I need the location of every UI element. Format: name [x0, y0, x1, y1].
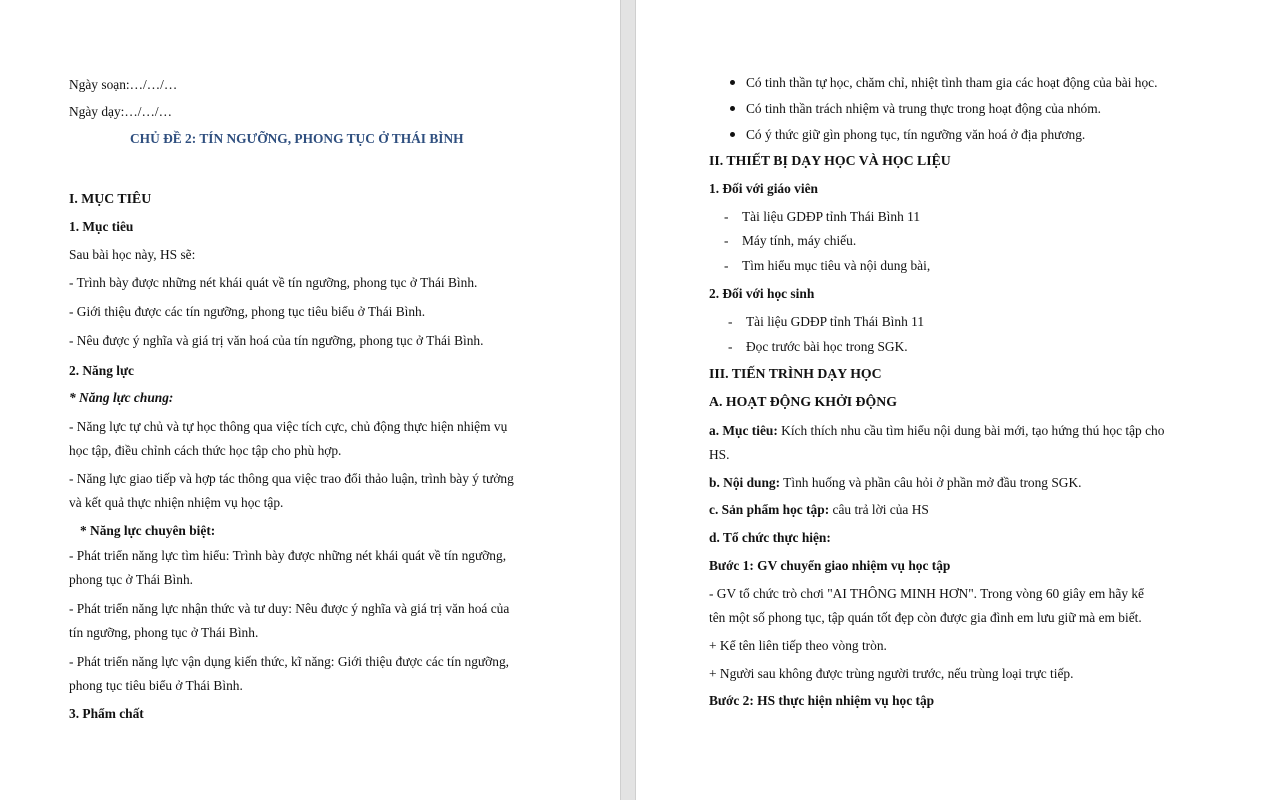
document-title: CHỦ ĐỀ 2: TÍN NGƯỠNG, PHONG TỤC Ở THÁI BÌNH [130, 131, 464, 146]
objective-line: - Trình bày được những nét khái quát về tín ngưỡng, phong tục ở Thái Bình. [69, 275, 478, 290]
activity-product-label: c. Sản phẩm học tập: [709, 502, 830, 517]
activity-objective-text: Kích thích nhu cầu tìm hiểu nội dung bài mới, tạo hứng thú học tập cho [777, 423, 1165, 438]
date-prepared: Ngày soạn:…/…/… [69, 77, 178, 92]
step-2-heading: Bước 2: HS thực hiện nhiệm vụ học tập [709, 693, 935, 708]
step-1-line: + Người sau không được trùng người trước, nếu trùng loại trực tiếp. [709, 666, 1074, 681]
step-1-heading: Bước 1: GV chuyển giao nhiệm vụ học tập [709, 558, 951, 573]
activity-content-text: Tình huống và phần câu hỏi ở phần mở đầu trong SGK. [780, 475, 1082, 490]
dash-marker: - [728, 314, 733, 329]
heading-equipment: II. THIẾT BỊ DẠY HỌC VÀ HỌC LIỆU [709, 153, 951, 168]
activity-product [709, 501, 929, 519]
dash-marker: - [724, 233, 729, 248]
heading-general-competence: * Năng lực chung: [69, 390, 174, 405]
document-page-right [636, 0, 1261, 800]
heading-for-teacher: 1. Đối với giáo viên [709, 181, 818, 196]
heading-specific-competence: * Năng lực chuyên biệt: [80, 523, 216, 538]
specific-competence-line: - Phát triển năng lực nhận thức và tư duy: Nêu được ý nghĩa và giá trị văn hoá của [69, 601, 510, 616]
dash-marker: - [724, 258, 729, 273]
activity-content-label: b. Nội dung: [709, 475, 781, 490]
student-item: Tài liệu GDĐP tỉnh Thái Bình 11 [746, 314, 925, 329]
heading-competence: 2. Năng lực [69, 363, 134, 378]
document-page-left [0, 0, 620, 800]
heading-quality: 3. Phẩm chất [69, 706, 144, 721]
teacher-item: Máy tính, máy chiếu. [742, 233, 857, 248]
activity-organization: d. Tổ chức thực hiện: [709, 530, 831, 545]
student-item: Đọc trước bài học trong SGK. [746, 339, 908, 354]
general-competence-line: học tập, điều chỉnh cách thức học tập cho phù hợp. [69, 443, 342, 458]
activity-content [709, 474, 1081, 492]
general-competence-line: - Năng lực tự chủ và tự học thông qua việc tích cực, chủ động thực hiện nhiệm vụ [69, 419, 508, 434]
specific-competence-line: phong tục ở Thái Bình. [69, 572, 193, 587]
step-1-line: tên một số phong tục, tập quán tốt đẹp còn được gia đình em lưu giữ mà em biết. [709, 610, 1142, 625]
heading-objectives: I. MỤC TIÊU [69, 191, 152, 206]
step-1-line: + Kể tên liên tiếp theo vòng tròn. [709, 638, 887, 653]
teacher-item: Tìm hiểu mục tiêu và nội dung bài, [742, 258, 931, 273]
heading-startup: A. HOẠT ĐỘNG KHỞI ĐỘNG [709, 394, 897, 409]
heading-process: III. TIẾN TRÌNH DẠY HỌC [709, 366, 882, 381]
page-gap [620, 0, 636, 800]
activity-product-text: câu trả lời của HS [829, 502, 929, 517]
teacher-item: Tài liệu GDĐP tỉnh Thái Bình 11 [742, 209, 921, 224]
activity-objective [709, 422, 1164, 440]
dash-marker: - [724, 209, 729, 224]
heading-for-student: 2. Đối với học sinh [709, 286, 815, 301]
specific-competence-line: tín ngưỡng, phong tục ở Thái Bình. [69, 625, 259, 640]
specific-competence-line: - Phát triển năng lực tìm hiểu: Trình bày được những nét khái quát về tín ngưỡng, [69, 548, 507, 563]
objectives-intro: Sau bài học này, HS sẽ: [69, 247, 196, 262]
objective-line: - Giới thiệu được các tín ngưỡng, phong tục tiêu biểu ở Thái Bình. [69, 304, 426, 319]
quality-bullet: Có tinh thần trách nhiệm và trung thực trong hoạt động của nhóm. [746, 101, 1101, 116]
bullet-icon [730, 106, 735, 111]
general-competence-line: và kết quả thực nhiện nhiệm vụ học tập. [69, 495, 284, 510]
step-1-line: - GV tổ chức trò chơi "AI THÔNG MINH HƠN". Trong vòng 60 giây em hãy kể [709, 586, 1145, 601]
quality-bullet: Có tinh thần tự học, chăm chỉ, nhiệt tình tham gia các hoạt động của bài học. [746, 75, 1158, 90]
heading-objective-1: 1. Mục tiêu [69, 219, 134, 234]
general-competence-line: - Năng lực giao tiếp và hợp tác thông qua việc trao đổi thảo luận, trình bày ý tưởng [69, 471, 514, 486]
bullet-icon [730, 80, 735, 85]
bullet-icon [730, 132, 735, 137]
activity-objective-label: a. Mục tiêu: [709, 423, 778, 438]
dash-marker: - [728, 339, 733, 354]
specific-competence-line: phong tục tiêu biểu ở Thái Bình. [69, 678, 243, 693]
quality-bullet: Có ý thức giữ gìn phong tục, tín ngưỡng văn hoá ở địa phương. [746, 127, 1086, 142]
activity-objective-cont: HS. [709, 447, 730, 462]
date-taught: Ngày dạy:…/…/… [69, 104, 173, 119]
specific-competence-line: - Phát triển năng lực vận dụng kiến thức, kĩ năng: Giới thiệu được các tín ngưỡng, [69, 654, 509, 669]
objective-line: - Nêu được ý nghĩa và giá trị văn hoá của tín ngưỡng, phong tục ở Thái Bình. [69, 333, 484, 348]
